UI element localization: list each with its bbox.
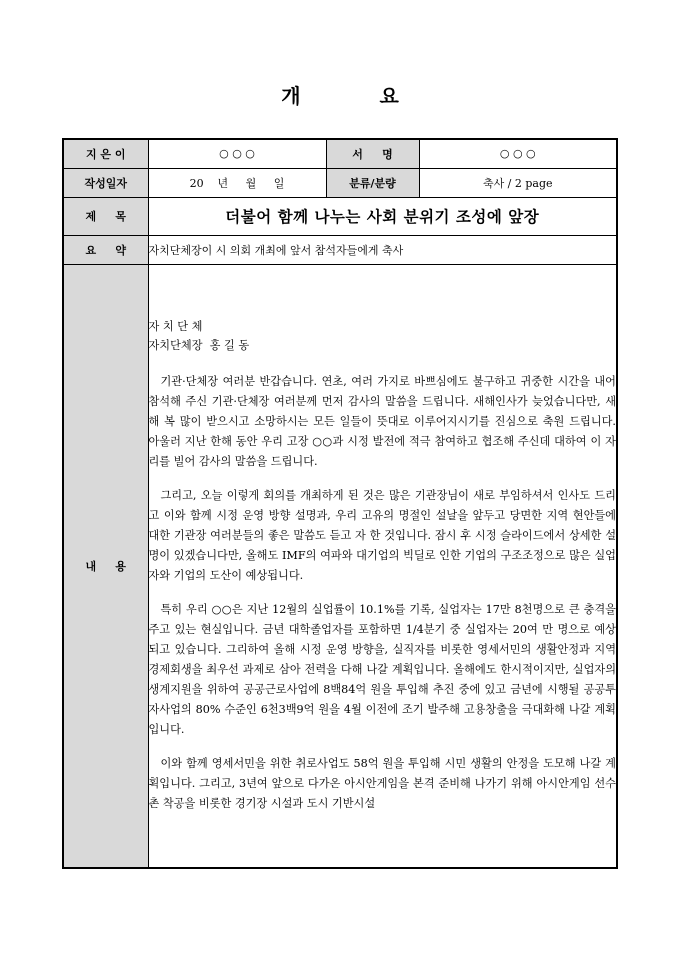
subject-row [63,197,617,235]
author-value: ○ ○ ○ [148,139,326,168]
salutation-organization: 자 치 단 체 [148,320,203,334]
date-label: 작성일자 [63,168,148,197]
document-title: 개 요 [281,84,435,108]
content-row [63,264,617,868]
date-value: 20 년 월 일 [148,168,326,197]
paragraph-unemployment: 특히 우리 ○○은 지난 12월의 실업률이 10.1%를 기록, 실업자는 17만 8천명으로 큰 충격을 주고 있는 현실입니다. 금년 대학졸업자를 포함하면 1/4분기 중 실업자는 20여 만 명으로 예상되고 있습니다. 그리하여 올해 시정 운영 방향을, 실직자를 비롯한 영세서민의 생활안정과 지역 경제회생을 최우선 과제로 삼아 전력을 다해 나갈 계획입니다. 올해에도 한시적이지만, 실업자의 생계지원을 위하여 공공근로사업에 8백84억 원을 투입해 추진 중에 있고 금년에 시행될 공공투자사업의 80% 수준인 6천3백9억 원을 4월 이전에 조기 발주해 고용창출을 극대화해 나갈 계획입니다. [148,603,616,737]
subject-value: 더불어 함께 나누는 사회 분위기 조성에 앞장 [225,208,540,226]
author-label: 지 은 이 [63,139,148,168]
summary-label: 요 약 [63,235,148,264]
paragraph-welfare-plans: 이와 함께 영세서민을 위한 취로사업도 58억 원을 투입해 시민 생활의 안정을 도모해 나갈 계획입니다. 그리고, 3년여 앞으로 다가온 아시안게임을 본격 준비해 나가기 위해 아시안게임 선수촌 착공을 비롯한 경기장 시설과 도시 기반시설 [148,757,616,811]
content-label: 내 용 [63,264,148,868]
summary-value: 자치단체장이 시 의회 개최에 앞서 참석자들에게 축사 [148,235,617,264]
signature-value: ○ ○ ○ [419,139,617,168]
overview-form-table [62,138,618,869]
summary-row [63,235,617,264]
date-row [63,168,617,197]
author-row [63,139,617,168]
content-body [148,264,617,868]
category-label: 분류/분량 [326,168,419,197]
subject-cell [148,197,617,235]
paragraph-meeting-purpose: 그리고, 오늘 이렇게 회의를 개최하게 된 것은 많은 기관장님이 새로 부임하셔서 인사도 드리고 이와 함께 시정 운영 방향 설명과, 우리 고유의 명절인 설날을 앞두고 당면한 지역 현안들에 대한 기관장 여러분들의 좋은 말씀도 듣고 자 한 것입니다. 잠시 후 시정 슬라이드에서 상세한 설명이 있겠습니다만, 올해도 IMF의 여파와 대기업의 빅딜로 인한 기업의 구조조정으로 많은 실업자와 기업의 도산이 예상됩니다. [148,489,616,583]
subject-label: 제 목 [63,197,148,235]
salutation-speaker: 자치단체장 홍 길 동 [148,339,250,353]
category-value: 축사 / 2 page [419,168,617,197]
paragraph-greeting: 기관·단체장 여러분 반갑습니다. 연초, 여러 가지로 바쁘심에도 불구하고 귀중한 시간을 내어 참석해 주신 기관·단체장 여러분께 먼저 감사의 말씀을 드립니다. 새해인사가 늦었습니다만, 새해 복 많이 받으시고 소망하시는 모든 일들이 뜻대로 이루어지시기를 진심으로 축원 드립니다. 아울러 지난 한해 동안 우리 고장 ○○과 시정 발전에 적극 참여하고 협조해 주신데 대하여 이 자리를 빌어 감사의 말씀을 드립니다. [148,375,616,469]
signature-label: 서 명 [326,139,419,168]
